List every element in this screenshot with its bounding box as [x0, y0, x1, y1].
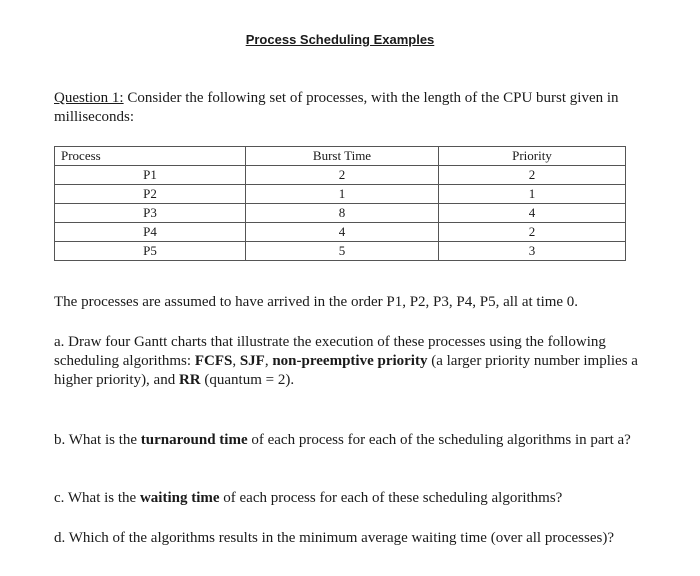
part-a-rr: RR [178, 372, 201, 388]
arrival-note: The processes are assumed to have arrived in the order P1, P2, P3, P4, P5, all at time 0. [54, 294, 579, 310]
burst-time-cell: 4 [246, 223, 439, 242]
part-c [54, 489, 644, 508]
part-b-text-2: of each process for each of the scheduling algorithms in part a? [247, 432, 631, 448]
question-label: Question 1: [54, 90, 124, 106]
header-priority: Priority [439, 147, 626, 166]
table-row [55, 242, 626, 261]
part-b-bold: turnaround time [140, 432, 248, 448]
part-c-bold: waiting time [139, 490, 220, 506]
part-b-text-1: b. What is the [54, 432, 141, 448]
part-a-sep-1: , [232, 353, 240, 369]
part-a-text-2: (a larger priority number implies a higher priority), and [54, 353, 638, 388]
priority-cell: 2 [439, 166, 626, 185]
part-a-sep-2: , [264, 353, 273, 369]
part-c-text-2: of each process for each of these scheduling algorithms? [219, 490, 563, 506]
question-text: Consider the following set of processes, with the length of the CPU burst given in milliseconds: [54, 90, 619, 125]
page-title: Process Scheduling Examples [245, 32, 435, 47]
process-cell: P2 [55, 185, 246, 204]
part-a [54, 333, 644, 390]
table-row [55, 166, 626, 185]
process-cell: P5 [55, 242, 246, 261]
question-1 [54, 89, 634, 127]
part-a-fcfs: FCFS [194, 353, 233, 369]
priority-cell: 1 [439, 185, 626, 204]
burst-time-cell: 2 [246, 166, 439, 185]
part-a-text-1: a. Draw four Gantt charts that illustrate the execution of these processes using the following scheduling algorithms: [54, 334, 606, 369]
part-d: d. Which of the algorithms results in the minimum average waiting time (over all processes)? [54, 530, 614, 546]
priority-cell: 3 [439, 242, 626, 261]
priority-cell: 4 [439, 204, 626, 223]
burst-time-cell: 5 [246, 242, 439, 261]
table-header-row [55, 147, 626, 166]
burst-time-cell: 1 [246, 185, 439, 204]
process-table [54, 146, 626, 261]
table-row [55, 204, 626, 223]
process-cell: P1 [55, 166, 246, 185]
header-burst-time: Burst Time [246, 147, 439, 166]
process-cell: P4 [55, 223, 246, 242]
header-process: Process [55, 147, 246, 166]
part-a-sjf: SJF [239, 353, 265, 369]
process-cell: P3 [55, 204, 246, 223]
table-row [55, 223, 626, 242]
part-b [54, 431, 644, 450]
part-a-text-3: (quantum = 2). [200, 372, 295, 388]
table-row [55, 185, 626, 204]
burst-time-cell: 8 [246, 204, 439, 223]
part-c-text-1: c. What is the [54, 490, 140, 506]
part-a-npp: non-preemptive priority [272, 353, 428, 369]
priority-cell: 2 [439, 223, 626, 242]
